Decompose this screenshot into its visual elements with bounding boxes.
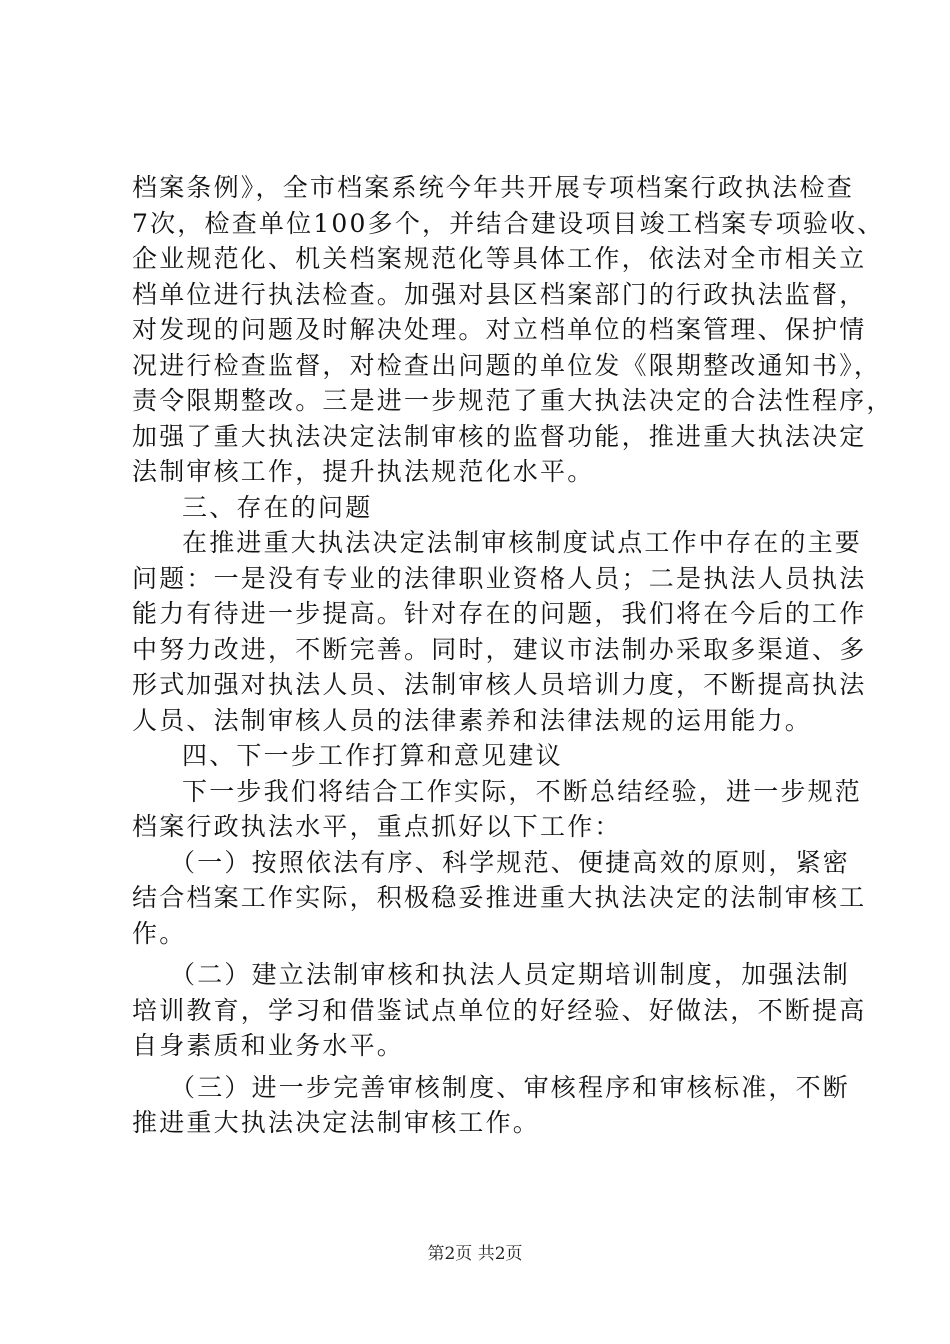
text-line: 7次，检查单位100多个，并结合建设项目竣工档案专项验收、 [132, 208, 885, 238]
text-line: 企业规范化、机关档案规范化等具体工作，依法对全市相关立 [132, 244, 867, 273]
section-heading: 三、存在的问题 [182, 492, 373, 522]
text-line: 培训教育，学习和借鉴试点单位的好经验、好做法，不断提高 [132, 995, 867, 1025]
text-line: 加强了重大执法决定法制审核的监督功能，推进重大执法决定 [132, 421, 867, 451]
text-line: 对发现的问题及时解决处理。对立档单位的档案管理、保护情 [132, 315, 867, 344]
text-line: 问题：一是没有专业的法律职业资格人员；二是执法人员执法 [132, 563, 867, 593]
paragraph-start-line: 下一步我们将结合工作实际，不断总结经验，进一步规范 [182, 776, 863, 806]
list-item-start-line: （一）按照依法有序、科学规范、便捷高效的原则，紧密 [170, 847, 851, 877]
text-line: 结合档案工作实际，积极稳妥推进重大执法决定的法制审核工 [132, 883, 867, 912]
text-line: 推进重大执法决定法制审核工作。 [132, 1108, 541, 1137]
text-line: 况进行检查监督，对检查出问题的单位发《限期整改通知书》， [132, 350, 882, 380]
paragraph-start-line: 在推进重大执法决定法制审核制度试点工作中存在的主要 [182, 528, 863, 557]
text-line: 法制审核工作，提升执法规范化水平。 [132, 457, 595, 486]
text-line: 责令限期整改。三是进一步规范了重大执法决定的合法性程序， [132, 386, 894, 415]
text-line: 人员、法制审核人员的法律素养和法律法规的运用能力。 [132, 705, 813, 735]
list-item-start-line: （二）建立法制审核和执法人员定期培训制度，加强法制 [170, 960, 851, 989]
section-heading: 四、下一步工作打算和意见建议 [182, 741, 563, 770]
text-line: 档案行政执法水平，重点抓好以下工作： [132, 812, 622, 841]
page-number-footer: 第2页 共2页 [427, 1244, 523, 1264]
text-line: 能力有待进一步提高。针对存在的问题，我们将在今后的工作 [132, 599, 867, 628]
text-line: 形式加强对执法人员、法制审核人员培训力度，不断提高执法 [132, 670, 867, 699]
text-line: 中努力改进，不断完善。同时，建议市法制办采取多渠道、多 [132, 634, 867, 664]
text-line: 作。 [132, 918, 187, 948]
text-line: 档单位进行执法检查。加强对县区档案部门的行政执法监督， [132, 279, 867, 309]
list-item-start-line: （三）进一步完善审核制度、审核程序和审核标准，不断 [170, 1072, 851, 1102]
document-body [132, 170, 894, 1141]
text-line: 档案条例》，全市档案系统今年共开展专项档案行政执法检查 [132, 173, 854, 202]
text-line: 自身素质和业务水平。 [132, 1031, 405, 1060]
